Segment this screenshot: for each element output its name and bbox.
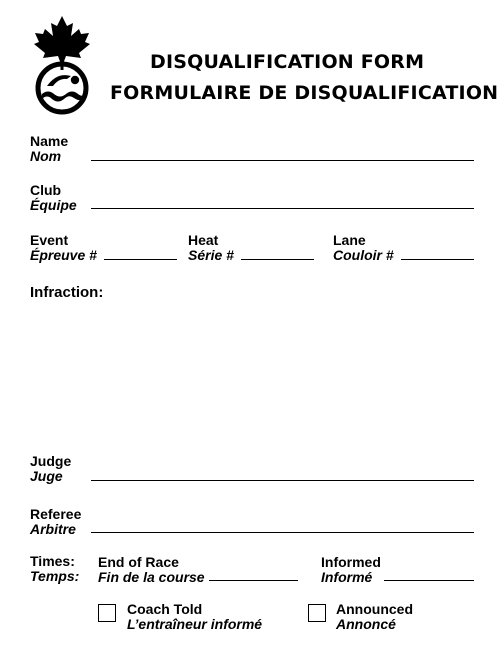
infraction-label: Infraction: (30, 284, 104, 301)
club-label-fr: Équipe (30, 197, 77, 213)
announced-label-fr: Annoncé (336, 616, 396, 632)
end-of-race-line[interactable] (209, 580, 298, 581)
judge-label: Judge (30, 453, 72, 469)
announced-checkbox[interactable] (308, 604, 326, 622)
judge-label-fr: Juge (30, 468, 63, 484)
end-of-race-label: End of Race (98, 554, 179, 570)
heat-line[interactable] (241, 259, 314, 260)
end-of-race-label-fr: Fin de la course (98, 569, 205, 585)
coach-told-label: Coach Told (127, 601, 203, 617)
times-label-fr: Temps: (30, 568, 80, 584)
lane-label-fr: Couloir # (333, 247, 394, 263)
event-line[interactable] (104, 259, 177, 260)
referee-label-fr: Arbitre (30, 521, 76, 537)
heat-label: Heat (188, 232, 219, 248)
lane-line[interactable] (401, 259, 474, 260)
club-line[interactable] (91, 208, 474, 209)
announced-label: Announced (336, 601, 413, 617)
maple-leaf-swimmer-logo-icon (26, 16, 98, 116)
times-label: Times: (30, 553, 75, 569)
form-title-french: FORMULAIRE DE DISQUALIFICATION (110, 82, 499, 104)
referee-label: Referee (30, 506, 82, 522)
name-label: Name (30, 133, 69, 149)
form-title-english: DISQUALIFICATION FORM (150, 51, 425, 73)
club-label: Club (30, 182, 62, 198)
informed-line[interactable] (384, 580, 474, 581)
coach-told-checkbox[interactable] (98, 604, 116, 622)
coach-told-label-fr: L’entraîneur informé (127, 616, 263, 632)
event-label: Event (30, 232, 69, 248)
judge-line[interactable] (91, 480, 474, 481)
lane-label: Lane (333, 232, 366, 248)
referee-line[interactable] (91, 532, 474, 533)
name-label-fr: Nom (30, 148, 62, 164)
event-label-fr: Épreuve # (30, 247, 97, 263)
heat-label-fr: Série # (188, 247, 234, 263)
informed-label-fr: Informé (321, 569, 373, 585)
name-line[interactable] (91, 160, 474, 161)
informed-label: Informed (321, 554, 381, 570)
infraction-area[interactable] (30, 305, 474, 445)
